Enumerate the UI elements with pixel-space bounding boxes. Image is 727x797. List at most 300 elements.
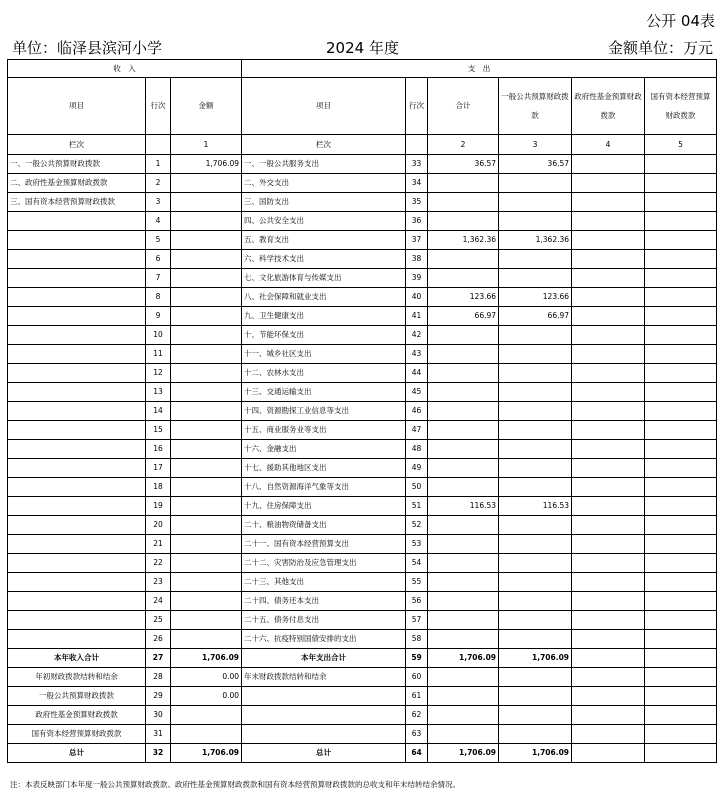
income-line: 14 [146,402,171,421]
expense-state-capital [645,402,717,421]
table-row [8,592,717,611]
income-item [8,535,146,554]
expense-general [499,402,572,421]
expense-item: 二十、粮油物资储备支出 [242,516,406,535]
grand-total-expense-line: 64 [406,744,428,763]
income-item: 一、一般公共预算财政拨款 [8,155,146,174]
income-amount [171,573,242,592]
expense-general [499,630,572,649]
empty-cell [645,744,717,763]
empty-cell [572,744,645,763]
expense-general [499,193,572,212]
table-row [8,516,717,535]
col-item-income: 项目 [8,78,146,135]
table-row [8,155,717,174]
income-amount [171,706,242,725]
income-line: 29 [146,687,171,706]
expense-line: 42 [406,326,428,345]
expense-gov-fund [572,269,645,288]
expense-gov-fund [572,402,645,421]
expense-item: 二、外交支出 [242,174,406,193]
income-item [8,231,146,250]
expense-gov-fund [572,212,645,231]
expense-line: 50 [406,478,428,497]
table-row [8,212,717,231]
income-amount: 0.00 [171,687,242,706]
expense-state-capital [645,497,717,516]
expense-line: 56 [406,592,428,611]
empty-cell [572,649,645,668]
income-amount: 1,706.09 [171,155,242,174]
col-total: 合计 [428,78,499,135]
expense-general [499,554,572,573]
expense-line: 39 [406,269,428,288]
income-item [8,307,146,326]
income-item: 国有资本经营预算财政拨款 [8,725,146,744]
expense-gov-fund [572,668,645,687]
expense-line: 48 [406,440,428,459]
table-row [8,611,717,630]
expense-general [499,250,572,269]
income-line: 9 [146,307,171,326]
income-item: 年初财政拨款结转和结余 [8,668,146,687]
expense-total [428,364,499,383]
expense-state-capital [645,687,717,706]
income-item [8,554,146,573]
expense-gov-fund [572,155,645,174]
income-amount [171,326,242,345]
income-item [8,326,146,345]
expense-state-capital [645,269,717,288]
income-line: 31 [146,725,171,744]
expense-state-capital [645,725,717,744]
expense-line: 44 [406,364,428,383]
table-row [8,440,717,459]
table-row [8,231,717,250]
income-line: 1 [146,155,171,174]
expense-state-capital [645,364,717,383]
expense-total [428,668,499,687]
expense-item: 十五、商业服务业等支出 [242,421,406,440]
expense-gov-fund [572,497,645,516]
income-line: 17 [146,459,171,478]
table-row [8,193,717,212]
expense-item: 四、公共安全支出 [242,212,406,231]
lc-label-income: 栏次 [8,135,146,155]
expense-line: 54 [406,554,428,573]
expense-state-capital [645,250,717,269]
expense-state-capital [645,630,717,649]
table-row [8,269,717,288]
expense-total [428,554,499,573]
sum-income-amount: 1,706.09 [171,649,242,668]
table-row [8,630,717,649]
income-amount [171,364,242,383]
table-row [8,706,717,725]
income-item: 政府性基金预算财政拨款 [8,706,146,725]
expense-gov-fund [572,440,645,459]
expense-gov-fund [572,592,645,611]
table-row [8,174,717,193]
expense-item: 三、国防支出 [242,193,406,212]
expense-line: 36 [406,212,428,231]
expense-total [428,383,499,402]
expense-state-capital [645,307,717,326]
expense-line: 61 [406,687,428,706]
expense-gov-fund [572,706,645,725]
income-amount [171,535,242,554]
expense-state-capital [645,193,717,212]
table-row [8,288,717,307]
expense-state-capital [645,554,717,573]
income-item [8,611,146,630]
income-amount [171,345,242,364]
income-amount [171,497,242,516]
income-line: 10 [146,326,171,345]
expense-general [499,383,572,402]
expense-line: 46 [406,402,428,421]
expense-item: 十九、住房保障支出 [242,497,406,516]
expense-general [499,364,572,383]
income-item [8,459,146,478]
table-row [8,573,717,592]
income-line: 7 [146,269,171,288]
table-row [8,725,717,744]
expense-item: 一、一般公共服务支出 [242,155,406,174]
expense-state-capital [645,668,717,687]
expense-item [242,706,406,725]
empty-cell [645,649,717,668]
lc-label-expense: 栏次 [242,135,406,155]
income-line: 2 [146,174,171,193]
sum-income-line: 27 [146,649,171,668]
table-row [8,364,717,383]
expense-state-capital [645,326,717,345]
grand-total-income-amount: 1,706.09 [171,744,242,763]
income-line: 15 [146,421,171,440]
income-amount [171,478,242,497]
expense-gov-fund [572,725,645,744]
expense-state-capital [645,478,717,497]
expense-gov-fund [572,535,645,554]
grand-total-income-line: 32 [146,744,171,763]
expense-item: 十七、援助其他地区支出 [242,459,406,478]
expense-line: 41 [406,307,428,326]
expense-total: 66.97 [428,307,499,326]
expense-item: 七、文化旅游体育与传媒支出 [242,269,406,288]
expense-gov-fund [572,687,645,706]
income-item: 三、国有资本经营预算财政拨款 [8,193,146,212]
expense-item: 五、教育支出 [242,231,406,250]
expense-general [499,668,572,687]
expense-general [499,421,572,440]
expense-line: 47 [406,421,428,440]
expense-total [428,573,499,592]
expense-general [499,611,572,630]
expense-line: 45 [406,383,428,402]
expense-item: 二十五、债务付息支出 [242,611,406,630]
expense-general [499,478,572,497]
expense-total [428,250,499,269]
expense-gov-fund [572,630,645,649]
expense-total [428,459,499,478]
expense-gov-fund [572,383,645,402]
income-line: 30 [146,706,171,725]
expense-general: 36.57 [499,155,572,174]
lc-gov: 4 [572,135,645,155]
expense-general: 116.53 [499,497,572,516]
income-item: 一般公共预算财政拨款 [8,687,146,706]
expense-gov-fund [572,364,645,383]
form-code: 公开 04表 [646,12,715,30]
income-line: 25 [146,611,171,630]
income-amount [171,269,242,288]
expense-gov-fund [572,554,645,573]
income-item [8,269,146,288]
col-line-income: 行次 [146,78,171,135]
expense-total [428,478,499,497]
expense-gov-fund [572,250,645,269]
expense-item: 二十四、债务还本支出 [242,592,406,611]
income-header: 收 入 [8,60,242,78]
expense-general [499,174,572,193]
col-line-expense: 行次 [406,78,428,135]
table-row [8,250,717,269]
expense-item [242,725,406,744]
expense-gov-fund [572,573,645,592]
income-line: 22 [146,554,171,573]
expense-line: 60 [406,668,428,687]
income-amount [171,421,242,440]
income-line: 4 [146,212,171,231]
expense-gov-fund [572,516,645,535]
table-row [8,459,717,478]
expense-total [428,421,499,440]
income-line: 24 [146,592,171,611]
expense-gov-fund [572,345,645,364]
expense-total [428,611,499,630]
expense-gov-fund [572,193,645,212]
expense-total [428,706,499,725]
table-row [8,383,717,402]
sum-expense-line: 59 [406,649,428,668]
income-line: 18 [146,478,171,497]
expense-line: 34 [406,174,428,193]
expense-total [428,345,499,364]
income-item [8,497,146,516]
expense-line: 58 [406,630,428,649]
col-item-expense: 项目 [242,78,406,135]
income-amount [171,174,242,193]
income-item [8,250,146,269]
income-item [8,573,146,592]
expense-total [428,592,499,611]
table-row [8,478,717,497]
expense-item: 九、卫生健康支出 [242,307,406,326]
expense-total: 123.66 [428,288,499,307]
income-amount [171,402,242,421]
expense-general [499,326,572,345]
income-line: 28 [146,668,171,687]
expense-state-capital [645,459,717,478]
col-amount: 金额 [171,78,242,135]
expense-total [428,269,499,288]
expense-total [428,212,499,231]
expense-item [242,687,406,706]
col-gov-fund: 政府性基金预算财政拨款 [572,78,645,135]
income-item [8,630,146,649]
empty-cell [406,135,428,155]
expense-state-capital [645,440,717,459]
expense-total [428,326,499,345]
expense-item: 十、节能环保支出 [242,326,406,345]
income-amount [171,554,242,573]
grand-total-expense-total: 1,706.09 [428,744,499,763]
income-amount [171,440,242,459]
expense-state-capital [645,611,717,630]
income-line: 21 [146,535,171,554]
lc-general: 3 [499,135,572,155]
income-line: 16 [146,440,171,459]
col-state-capital: 国有资本经营预算财政拨款 [645,78,717,135]
table-row [8,497,717,516]
expense-item: 二十一、国有资本经营预算支出 [242,535,406,554]
income-item [8,345,146,364]
expense-item: 八、社会保障和就业支出 [242,288,406,307]
income-amount [171,231,242,250]
income-line: 12 [146,364,171,383]
expense-state-capital [645,288,717,307]
expense-line: 37 [406,231,428,250]
expense-line: 57 [406,611,428,630]
income-line: 11 [146,345,171,364]
expense-state-capital [645,212,717,231]
income-line: 8 [146,288,171,307]
expense-total [428,535,499,554]
grand-total-expense-general: 1,706.09 [499,744,572,763]
expense-line: 43 [406,345,428,364]
expense-item: 十一、城乡社区支出 [242,345,406,364]
expense-line: 40 [406,288,428,307]
income-amount [171,516,242,535]
expense-general [499,459,572,478]
expense-total: 36.57 [428,155,499,174]
expense-total [428,440,499,459]
income-amount [171,459,242,478]
table-row [8,554,717,573]
income-line: 19 [146,497,171,516]
expense-general [499,592,572,611]
expense-general [499,687,572,706]
income-line: 3 [146,193,171,212]
income-amount: 0.00 [171,668,242,687]
expense-gov-fund [572,307,645,326]
unit-name: 单位：临泽县滨河小学 [12,39,163,57]
income-item [8,383,146,402]
expense-state-capital [645,706,717,725]
income-item [8,288,146,307]
expense-item: 十二、农林水支出 [242,364,406,383]
expense-item: 十六、金融支出 [242,440,406,459]
expense-line: 63 [406,725,428,744]
income-line: 5 [146,231,171,250]
income-item [8,212,146,231]
expense-item: 二十三、其他支出 [242,573,406,592]
expense-general [499,725,572,744]
expense-line: 35 [406,193,428,212]
expense-item: 十四、资源勘探工业信息等支出 [242,402,406,421]
expense-line: 51 [406,497,428,516]
col-general-budget: 一般公共预算财政拨款 [499,78,572,135]
expense-state-capital [645,516,717,535]
income-amount [171,193,242,212]
income-amount [171,383,242,402]
income-amount [171,250,242,269]
expense-item: 十八、自然资源海洋气象等支出 [242,478,406,497]
income-amount [171,212,242,231]
expense-state-capital [645,592,717,611]
income-amount [171,630,242,649]
income-item [8,402,146,421]
expense-gov-fund [572,421,645,440]
table-row [8,687,717,706]
expense-line: 55 [406,573,428,592]
expense-line: 49 [406,459,428,478]
expense-gov-fund [572,288,645,307]
budget-table [7,59,717,763]
table-row [8,345,717,364]
expense-gov-fund [572,174,645,193]
income-amount [171,307,242,326]
expense-header: 支 出 [242,60,717,78]
expense-general [499,212,572,231]
expense-line: 33 [406,155,428,174]
expense-state-capital [645,155,717,174]
income-line: 13 [146,383,171,402]
expense-gov-fund [572,611,645,630]
expense-item: 二十二、灾害防治及应急管理支出 [242,554,406,573]
income-item [8,364,146,383]
sum-income-label: 本年收入合计 [8,649,146,668]
table-row [8,668,717,687]
expense-total [428,516,499,535]
expense-item: 二十六、抗疫特别国债安排的支出 [242,630,406,649]
sum-expense-general: 1,706.09 [499,649,572,668]
expense-total: 116.53 [428,497,499,516]
expense-general [499,573,572,592]
income-item [8,592,146,611]
amount-unit: 金额单位：万元 [607,39,713,57]
income-item: 二、政府性基金预算财政拨款 [8,174,146,193]
expense-general [499,345,572,364]
expense-line: 38 [406,250,428,269]
expense-gov-fund [572,478,645,497]
expense-line: 52 [406,516,428,535]
expense-total [428,687,499,706]
income-line: 6 [146,250,171,269]
expense-state-capital [645,421,717,440]
expense-general [499,269,572,288]
expense-line: 62 [406,706,428,725]
report-year: 2024 年度 [326,39,399,57]
expense-general [499,535,572,554]
expense-gov-fund [572,326,645,345]
income-amount [171,611,242,630]
income-amount [171,725,242,744]
expense-total [428,174,499,193]
expense-state-capital [645,345,717,364]
footnote: 注：本表反映部门本年度一般公共预算财政拨款、政府性基金预算财政拨款和国有资本经营预算财政拨款的总收支和年末结转结余情况。 [10,780,460,789]
